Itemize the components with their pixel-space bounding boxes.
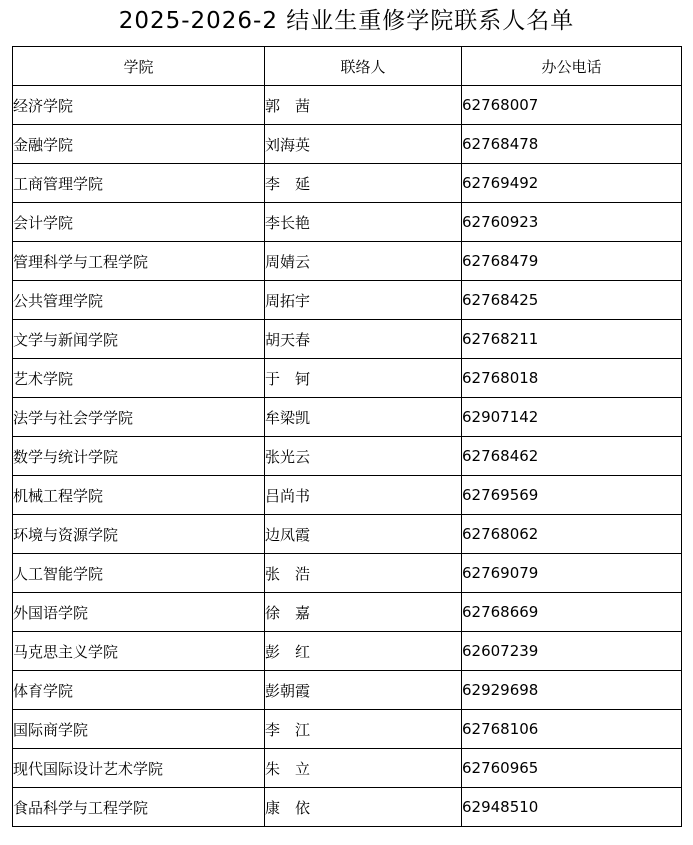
table-row <box>13 164 682 203</box>
contact-cell: 康 依 <box>265 788 462 827</box>
college-cell: 外国语学院 <box>13 593 265 632</box>
table-header-row <box>13 47 682 86</box>
college-cell: 食品科学与工程学院 <box>13 788 265 827</box>
table-row <box>13 320 682 359</box>
table-row <box>13 476 682 515</box>
table-row <box>13 749 682 788</box>
contact-cell: 周拓宇 <box>265 281 462 320</box>
phone-cell: 62760923 <box>462 203 682 242</box>
contact-cell: 周婧云 <box>265 242 462 281</box>
contact-cell: 彭朝霞 <box>265 671 462 710</box>
phone-cell: 62929698 <box>462 671 682 710</box>
phone-cell: 62768007 <box>462 86 682 125</box>
phone-cell: 62760965 <box>462 749 682 788</box>
college-cell: 环境与资源学院 <box>13 515 265 554</box>
college-cell: 数学与统计学院 <box>13 437 265 476</box>
page-title: 2025-2026-2 结业生重修学院联系人名单 <box>118 8 575 34</box>
column-header-phone: 办公电话 <box>462 47 682 86</box>
table-row <box>13 554 682 593</box>
table-body <box>13 86 682 827</box>
table-row <box>13 398 682 437</box>
contact-cell: 朱 立 <box>265 749 462 788</box>
table-row <box>13 632 682 671</box>
college-cell: 会计学院 <box>13 203 265 242</box>
contact-cell: 吕尚书 <box>265 476 462 515</box>
contact-cell: 李 江 <box>265 710 462 749</box>
phone-cell: 62768479 <box>462 242 682 281</box>
college-cell: 文学与新闻学院 <box>13 320 265 359</box>
college-cell: 经济学院 <box>13 86 265 125</box>
contacts-table <box>12 46 682 827</box>
contact-cell: 牟梁凯 <box>265 398 462 437</box>
table-row <box>13 359 682 398</box>
college-cell: 艺术学院 <box>13 359 265 398</box>
contact-cell: 胡天春 <box>265 320 462 359</box>
phone-cell: 62769079 <box>462 554 682 593</box>
table-row <box>13 281 682 320</box>
table-row <box>13 203 682 242</box>
contact-cell: 边凤霞 <box>265 515 462 554</box>
college-cell: 管理科学与工程学院 <box>13 242 265 281</box>
contact-cell: 张光云 <box>265 437 462 476</box>
table-row <box>13 437 682 476</box>
phone-cell: 62768462 <box>462 437 682 476</box>
table-row <box>13 86 682 125</box>
contact-cell: 彭 红 <box>265 632 462 671</box>
phone-cell: 62768062 <box>462 515 682 554</box>
table-row <box>13 242 682 281</box>
contact-cell: 李长艳 <box>265 203 462 242</box>
table-row <box>13 125 682 164</box>
college-cell: 金融学院 <box>13 125 265 164</box>
column-header-college: 学院 <box>13 47 265 86</box>
phone-cell: 62948510 <box>462 788 682 827</box>
contact-cell: 徐 嘉 <box>265 593 462 632</box>
table-row <box>13 593 682 632</box>
college-cell: 工商管理学院 <box>13 164 265 203</box>
phone-cell: 62768211 <box>462 320 682 359</box>
contact-cell: 刘海英 <box>265 125 462 164</box>
contact-cell: 李 延 <box>265 164 462 203</box>
college-cell: 人工智能学院 <box>13 554 265 593</box>
table-row <box>13 710 682 749</box>
college-cell: 现代国际设计艺术学院 <box>13 749 265 788</box>
phone-cell: 62769569 <box>462 476 682 515</box>
college-cell: 马克思主义学院 <box>13 632 265 671</box>
college-cell: 机械工程学院 <box>13 476 265 515</box>
contact-cell: 郭 茜 <box>265 86 462 125</box>
table-row <box>13 788 682 827</box>
college-cell: 国际商学院 <box>13 710 265 749</box>
college-cell: 公共管理学院 <box>13 281 265 320</box>
contact-cell: 于 钶 <box>265 359 462 398</box>
phone-cell: 62768669 <box>462 593 682 632</box>
phone-cell: 62907142 <box>462 398 682 437</box>
phone-cell: 62607239 <box>462 632 682 671</box>
phone-cell: 62768478 <box>462 125 682 164</box>
contact-cell: 张 浩 <box>265 554 462 593</box>
college-cell: 体育学院 <box>13 671 265 710</box>
phone-cell: 62769492 <box>462 164 682 203</box>
phone-cell: 62768106 <box>462 710 682 749</box>
table-row <box>13 515 682 554</box>
column-header-contact: 联络人 <box>265 47 462 86</box>
table-row <box>13 671 682 710</box>
phone-cell: 62768018 <box>462 359 682 398</box>
college-cell: 法学与社会学学院 <box>13 398 265 437</box>
phone-cell: 62768425 <box>462 281 682 320</box>
